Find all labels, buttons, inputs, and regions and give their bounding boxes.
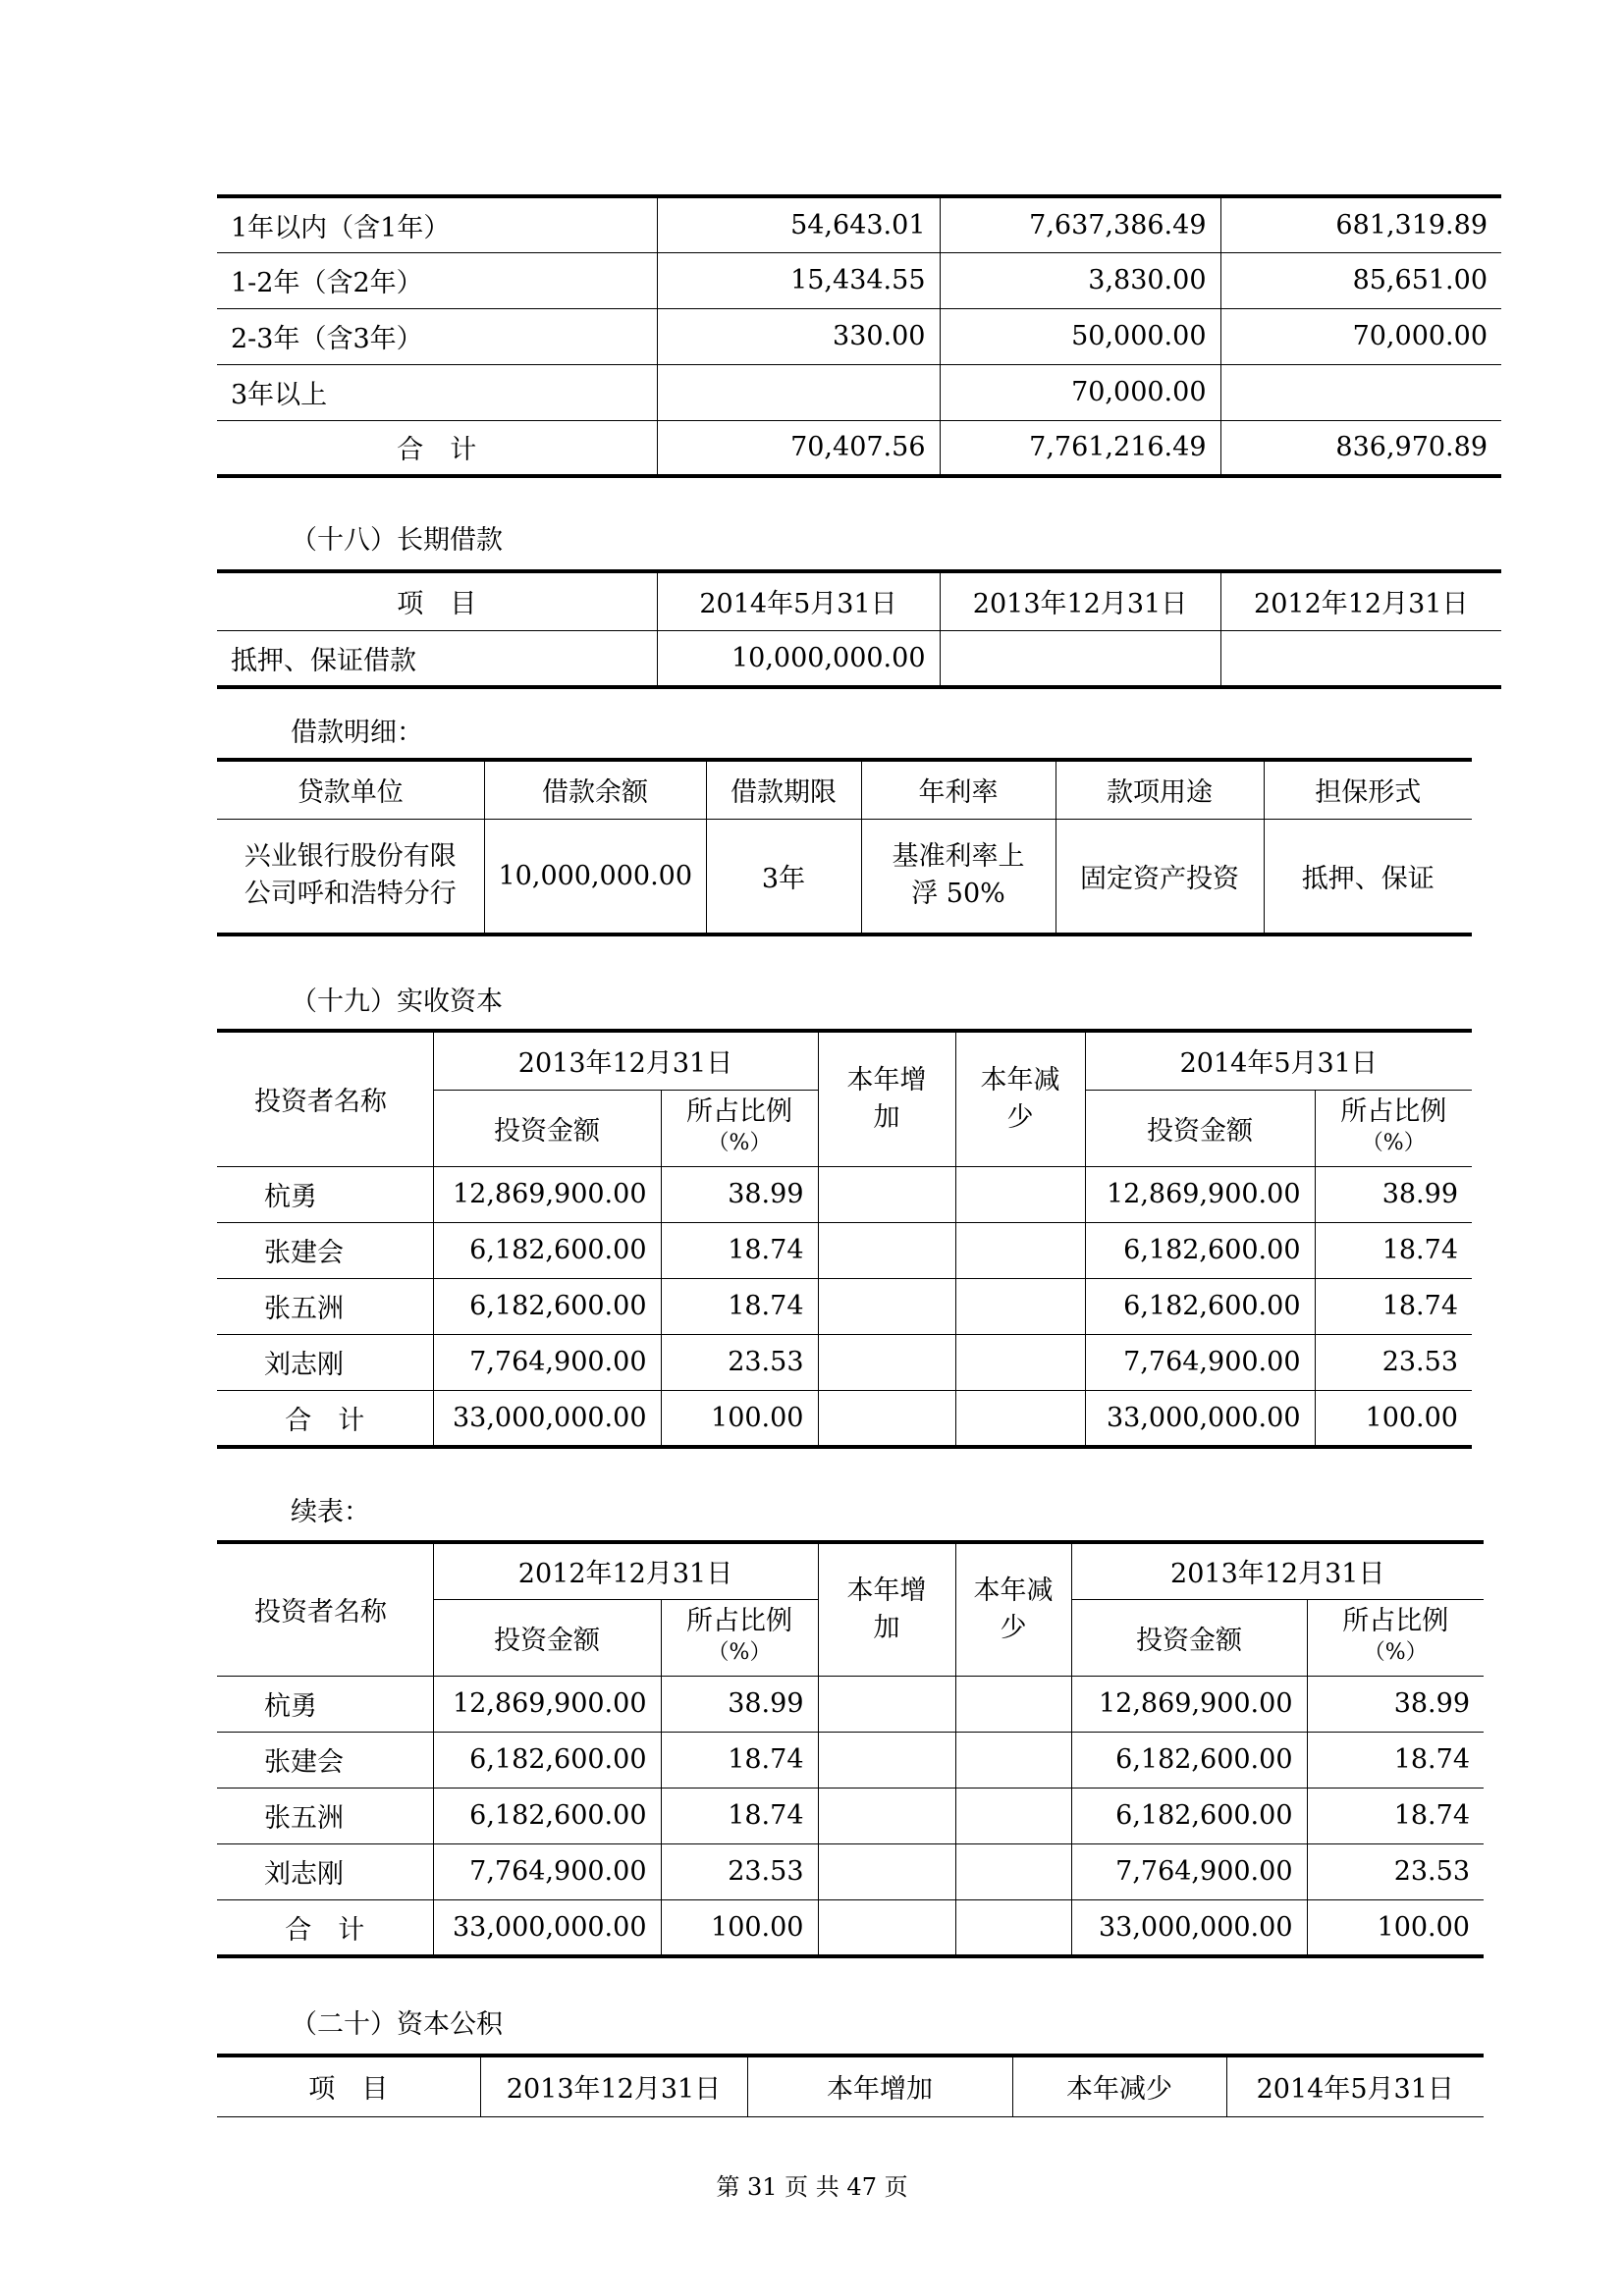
cell-empty <box>955 1843 1071 1899</box>
cell-value: 7,764,900.00 <box>1085 1334 1315 1390</box>
table-row <box>217 1843 1484 1899</box>
rate-line: 浮 50% <box>911 879 1005 910</box>
period2-header: 2014年5月31日 <box>1085 1031 1472 1090</box>
cell-value: 100.00 <box>661 1390 818 1447</box>
paid-in-capital-block <box>217 1029 1472 1449</box>
cell-value: 54,643.01 <box>657 196 940 252</box>
cell-value: 18.74 <box>1307 1732 1484 1788</box>
cell-value: 38.99 <box>661 1676 818 1732</box>
period1-header: 2013年12月31日 <box>433 1031 818 1090</box>
cell-value: 100.00 <box>1307 1899 1484 1956</box>
cell-value: 6,182,600.00 <box>433 1222 661 1278</box>
cell-empty <box>818 1676 955 1732</box>
header-line: 加 <box>873 1101 900 1133</box>
section-18-title: （十八）长期借款 <box>291 525 503 556</box>
amount-header: 投资金额 <box>433 1090 661 1166</box>
column-header: 2014年5月31日 <box>657 571 940 630</box>
cell-value: 12,869,900.00 <box>433 1166 661 1222</box>
header-line: （%） <box>707 1640 772 1665</box>
cell-empty <box>818 1788 955 1843</box>
column-header: 本年减少 <box>1012 2056 1226 2116</box>
cell-empty <box>955 1390 1085 1447</box>
cell-value <box>1220 364 1501 420</box>
cell-value: 70,000.00 <box>1220 308 1501 364</box>
loan-detail-title: 借款明细： <box>291 718 423 748</box>
header-line: 加 <box>873 1612 900 1643</box>
long-term-loan-table <box>217 569 1501 689</box>
cell-value: 12,869,900.00 <box>1071 1676 1307 1732</box>
row-label: 2-3年（含3年） <box>217 308 657 364</box>
column-header: 担保形式 <box>1264 760 1472 819</box>
capital-reserve-block <box>217 2054 1484 2117</box>
cell-empty <box>955 1222 1085 1278</box>
lender-line: 兴业银行股份有限 <box>244 841 457 873</box>
table-row <box>217 819 1472 934</box>
cell-empty <box>955 1166 1085 1222</box>
decrease-header <box>955 1031 1085 1166</box>
cell-empty <box>955 1732 1071 1788</box>
cell-value: 836,970.89 <box>1220 420 1501 476</box>
ratio-header <box>661 1090 818 1166</box>
cell-value: 6,182,600.00 <box>433 1732 661 1788</box>
section-20-title: （二十）资本公积 <box>291 2009 503 2040</box>
cell-value: 7,764,900.00 <box>433 1843 661 1899</box>
cell-value: 70,407.56 <box>657 420 940 476</box>
column-header: 年利率 <box>861 760 1056 819</box>
cell-value: 6,182,600.00 <box>433 1278 661 1334</box>
investor-header: 投资者名称 <box>217 1031 433 1166</box>
header-line: 本年增 <box>846 1064 927 1095</box>
cell-value: 100.00 <box>1315 1390 1472 1447</box>
cell-value: 23.53 <box>1315 1334 1472 1390</box>
cell-empty <box>818 1899 955 1956</box>
page-footer: 第 31 页 共 47 页 <box>716 2173 908 2201</box>
header-line: 本年减 <box>973 1575 1054 1606</box>
continued-table <box>217 1540 1484 1958</box>
cell-value: 18.74 <box>661 1732 818 1788</box>
investor-name: 张建会 <box>217 1732 433 1788</box>
table-header-row <box>217 1542 1484 1599</box>
table-row <box>217 1222 1472 1278</box>
cell-value: 18.74 <box>661 1278 818 1334</box>
column-header: 2014年5月31日 <box>1226 2056 1484 2116</box>
table-row-total <box>217 1899 1484 1956</box>
header-line: （%） <box>1361 1131 1426 1155</box>
table-row <box>217 1334 1472 1390</box>
aging-table-block <box>217 194 1501 478</box>
investor-name: 张五洲 <box>217 1788 433 1843</box>
header-line: 本年减 <box>980 1064 1060 1095</box>
cell-value: 7,764,900.00 <box>1071 1843 1307 1899</box>
cell-value: 38.99 <box>1307 1676 1484 1732</box>
header-line: 所占比例 <box>686 1096 792 1127</box>
column-header: 借款余额 <box>484 760 706 819</box>
paid-in-capital-table <box>217 1029 1472 1449</box>
cell-value: 330.00 <box>657 308 940 364</box>
cell-value: 38.99 <box>1315 1166 1472 1222</box>
cell-value: 3,830.00 <box>940 252 1220 308</box>
table-row <box>217 1732 1484 1788</box>
loan-detail-block <box>217 758 1472 936</box>
cell-value: 18.74 <box>1307 1788 1484 1843</box>
row-label: 抵押、保证借款 <box>217 630 657 687</box>
cell-value: 33,000,000.00 <box>433 1899 661 1956</box>
cell-value: 23.53 <box>1307 1843 1484 1899</box>
ratio-header <box>1315 1090 1472 1166</box>
cell-value: 85,651.00 <box>1220 252 1501 308</box>
term-cell: 3年 <box>706 819 861 934</box>
cell-value: 7,761,216.49 <box>940 420 1220 476</box>
cell-empty <box>818 1843 955 1899</box>
ratio-header <box>661 1599 818 1676</box>
period2-header: 2013年12月31日 <box>1071 1542 1484 1599</box>
cell-value: 12,869,900.00 <box>433 1676 661 1732</box>
cell-value: 6,182,600.00 <box>1085 1222 1315 1278</box>
table-row <box>217 1278 1472 1334</box>
continued-block <box>217 1540 1484 1958</box>
investor-name: 杭勇 <box>217 1676 433 1732</box>
lender-line: 公司呼和浩特分行 <box>244 879 457 910</box>
table-row <box>217 1788 1484 1843</box>
cell-value: 100.00 <box>661 1899 818 1956</box>
rate-line: 基准利率上 <box>892 841 1025 873</box>
header-line: 所占比例 <box>686 1606 792 1636</box>
table-row <box>217 1676 1484 1732</box>
column-header: 项 目 <box>217 571 657 630</box>
purpose-cell: 固定资产投资 <box>1056 819 1264 934</box>
header-line: （%） <box>707 1131 772 1155</box>
cell-value: 18.74 <box>1315 1278 1472 1334</box>
cell-value: 18.74 <box>661 1788 818 1843</box>
loan-detail-table <box>217 758 1472 936</box>
cell-value: 38.99 <box>661 1166 818 1222</box>
amount-header: 投资金额 <box>1085 1090 1315 1166</box>
increase-header <box>818 1031 955 1166</box>
investor-header: 投资者名称 <box>217 1542 433 1676</box>
table-row <box>217 1166 1472 1222</box>
cell-empty <box>955 1899 1071 1956</box>
cell-value: 70,000.00 <box>940 364 1220 420</box>
cell-value: 12,869,900.00 <box>1085 1166 1315 1222</box>
investor-name: 合 计 <box>217 1390 433 1447</box>
cell-empty <box>818 1334 955 1390</box>
cell-value <box>1220 630 1501 687</box>
investor-name: 刘志刚 <box>217 1334 433 1390</box>
column-header: 贷款单位 <box>217 760 484 819</box>
cell-value: 50,000.00 <box>940 308 1220 364</box>
investor-name: 张五洲 <box>217 1278 433 1334</box>
cell-value: 15,434.55 <box>657 252 940 308</box>
row-label: 合 计 <box>217 420 657 476</box>
amount-header: 投资金额 <box>433 1599 661 1676</box>
cell-empty <box>818 1166 955 1222</box>
cell-empty <box>818 1278 955 1334</box>
cell-value: 7,637,386.49 <box>940 196 1220 252</box>
table-row-total <box>217 1390 1472 1447</box>
investor-name: 刘志刚 <box>217 1843 433 1899</box>
investor-name: 张建会 <box>217 1222 433 1278</box>
cell-value: 681,319.89 <box>1220 196 1501 252</box>
section-19-title: （十九）实收资本 <box>291 987 503 1017</box>
table-row <box>217 252 1501 308</box>
cell-value: 10,000,000.00 <box>657 630 940 687</box>
period1-header: 2012年12月31日 <box>433 1542 818 1599</box>
table-row <box>217 630 1501 687</box>
investor-name: 杭勇 <box>217 1166 433 1222</box>
header-line: 少 <box>1006 1101 1034 1133</box>
cell-empty <box>955 1278 1085 1334</box>
header-line: 所占比例 <box>1340 1096 1447 1127</box>
table-header-row <box>217 2056 1484 2116</box>
cell-value <box>657 364 940 420</box>
table-header-row <box>217 1031 1472 1090</box>
cell-value: 6,182,600.00 <box>433 1788 661 1843</box>
row-label: 1-2年（含2年） <box>217 252 657 308</box>
cell-value: 18.74 <box>661 1222 818 1278</box>
table-row <box>217 196 1501 252</box>
cell-value: 18.74 <box>1315 1222 1472 1278</box>
cell-empty <box>955 1676 1071 1732</box>
lender-cell <box>217 819 484 934</box>
cell-value: 33,000,000.00 <box>1071 1899 1307 1956</box>
table-row <box>217 308 1501 364</box>
cell-value: 6,182,600.00 <box>1085 1278 1315 1334</box>
table-row-total <box>217 420 1501 476</box>
column-header: 项 目 <box>217 2056 480 2116</box>
cell-value: 7,764,900.00 <box>433 1334 661 1390</box>
cell-value: 23.53 <box>661 1843 818 1899</box>
table-row <box>217 364 1501 420</box>
guarantee-cell: 抵押、保证 <box>1264 819 1472 934</box>
cell-empty <box>818 1222 955 1278</box>
cell-empty <box>955 1788 1071 1843</box>
column-header: 本年增加 <box>747 2056 1012 2116</box>
continued-title: 续表： <box>291 1497 370 1527</box>
investor-name: 合 计 <box>217 1899 433 1956</box>
column-header: 借款期限 <box>706 760 861 819</box>
cell-value: 6,182,600.00 <box>1071 1788 1307 1843</box>
cell-value <box>940 630 1220 687</box>
decrease-header <box>955 1542 1071 1676</box>
row-label: 1年以内（含1年） <box>217 196 657 252</box>
cell-value: 33,000,000.00 <box>433 1390 661 1447</box>
header-line: （%） <box>1363 1640 1428 1665</box>
row-label: 3年以上 <box>217 364 657 420</box>
rate-cell <box>861 819 1056 934</box>
cell-value: 23.53 <box>661 1334 818 1390</box>
long-term-loan-block <box>217 569 1501 689</box>
column-header: 2012年12月31日 <box>1220 571 1501 630</box>
capital-reserve-table <box>217 2054 1484 2117</box>
amount-header: 投资金额 <box>1071 1599 1307 1676</box>
table-header-row <box>217 760 1472 819</box>
header-line: 少 <box>1000 1612 1027 1643</box>
aging-table <box>217 194 1501 478</box>
cell-empty <box>818 1732 955 1788</box>
cell-value: 6,182,600.00 <box>1071 1732 1307 1788</box>
ratio-header <box>1307 1599 1484 1676</box>
table-header-row <box>217 571 1501 630</box>
cell-empty <box>818 1390 955 1447</box>
header-line: 所占比例 <box>1342 1606 1449 1636</box>
cell-value: 33,000,000.00 <box>1085 1390 1315 1447</box>
balance-cell: 10,000,000.00 <box>484 819 706 934</box>
column-header: 2013年12月31日 <box>940 571 1220 630</box>
increase-header <box>818 1542 955 1676</box>
column-header: 款项用途 <box>1056 760 1264 819</box>
column-header: 2013年12月31日 <box>480 2056 747 2116</box>
cell-empty <box>955 1334 1085 1390</box>
header-line: 本年增 <box>846 1575 927 1606</box>
